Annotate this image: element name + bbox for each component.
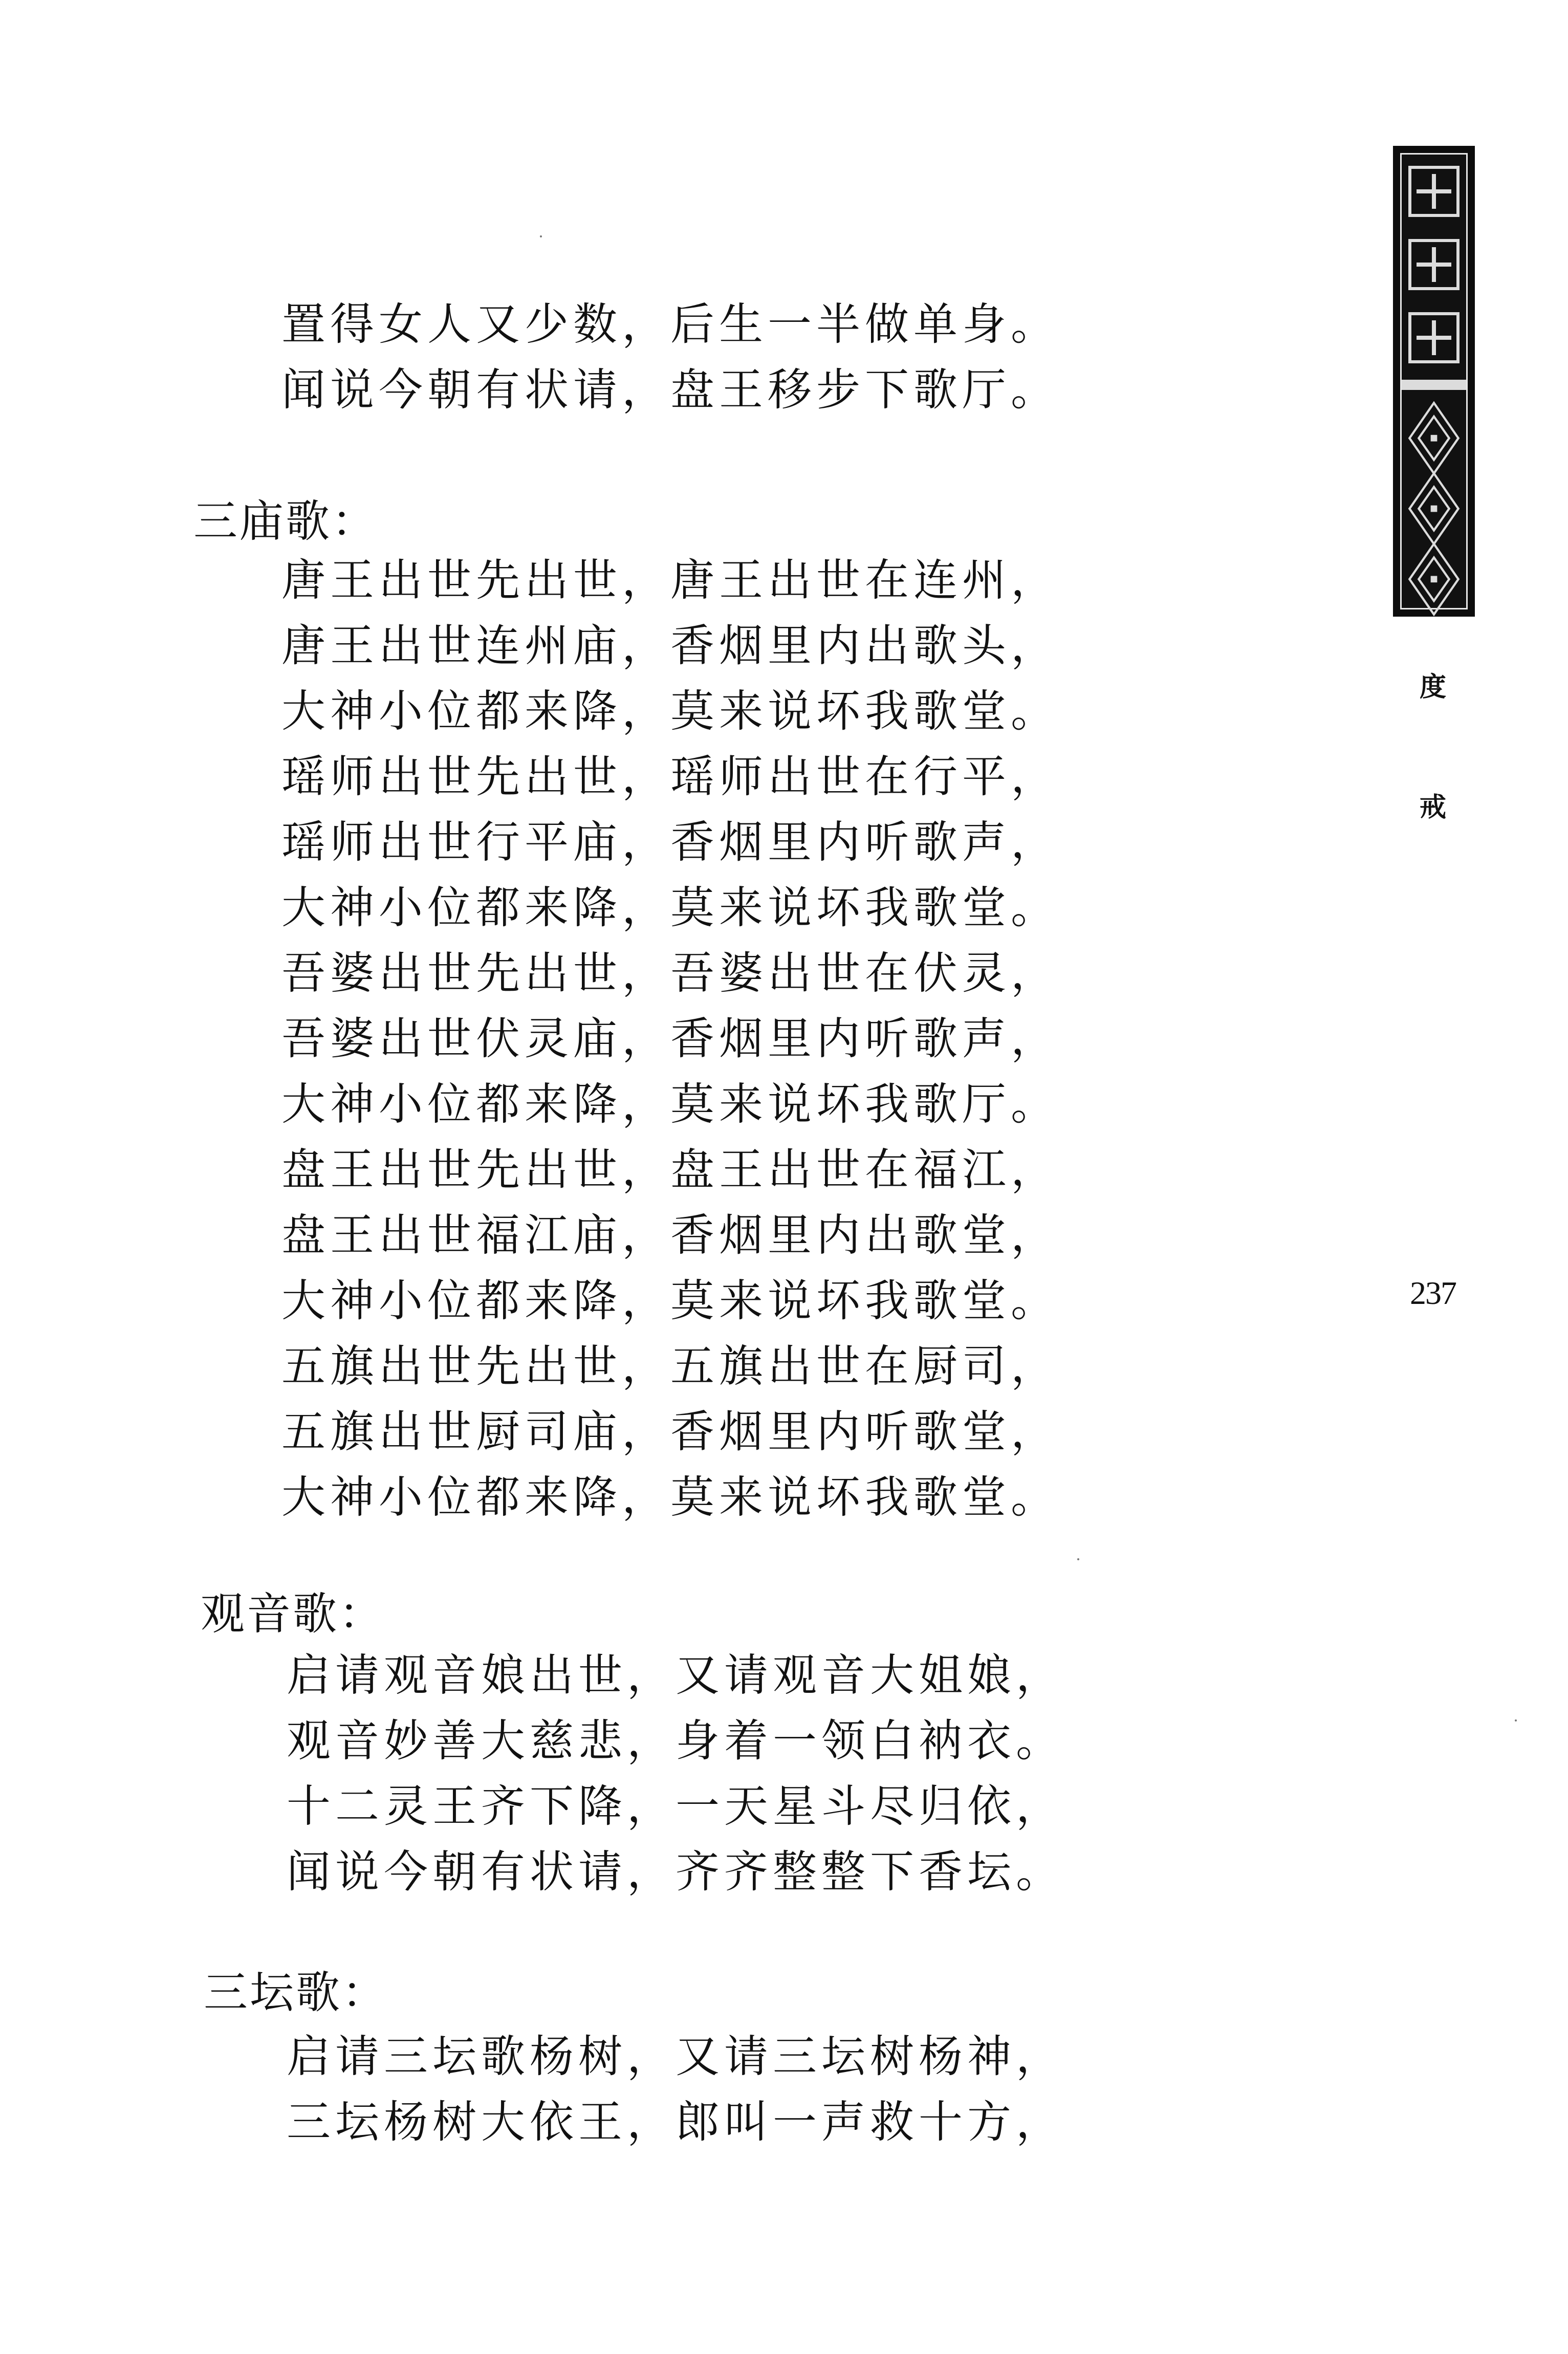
- section-verse-block: [281, 548, 1059, 1530]
- verse-line: 唐王出世先出世，唐王出世在连州，: [281, 555, 1059, 606]
- verse-line: 五旗出世厨司庙，香烟里内听歌堂，: [281, 1406, 1059, 1457]
- verse-line: 五旗出世先出世，五旗出世在厨司，: [281, 1341, 1059, 1392]
- section-heading: 三坛歌：: [204, 1967, 388, 2018]
- verse-line: 吾婆出世伏灵庙，香烟里内听歌声，: [281, 1013, 1059, 1064]
- scan-speck: [1515, 1719, 1517, 1721]
- scan-speck: [540, 235, 542, 237]
- intro-verse-block: [281, 292, 1059, 423]
- verse-line: 大神小位都来降，莫来说坏我歌厅。: [281, 1079, 1059, 1130]
- verse-line: 三坛杨树大依王，郎叫一声救十方，: [287, 2097, 1064, 2148]
- section-heading: 三庙歌：: [193, 496, 378, 547]
- ornament-diamond-pattern-icon: [1407, 400, 1461, 617]
- verse-line: 大神小位都来降，莫来说坏我歌堂。: [281, 1472, 1059, 1523]
- verse-line: 观音妙善大慈悲，身着一领白衲衣。: [287, 1715, 1064, 1767]
- ornament-glyph-column: [1402, 155, 1466, 375]
- ornament-frame: [1400, 153, 1468, 609]
- page-number: 237: [1410, 1275, 1456, 1311]
- decorative-sidebar-ornament: [1393, 146, 1475, 617]
- ornament-divider: [1402, 380, 1466, 390]
- section-verse-block: [287, 2024, 1064, 2155]
- ornament-glyph-icon: [1408, 166, 1460, 217]
- verse-line: 唐王出世连州庙，香烟里内出歌头，: [281, 620, 1059, 671]
- verse-line: 大神小位都来降，莫来说坏我歌堂。: [281, 686, 1059, 737]
- verse-line: 盘王出世福江庙，香烟里内出歌堂，: [281, 1210, 1059, 1261]
- verse-line: 十二灵王齐下降，一天星斗尽归依，: [287, 1781, 1064, 1832]
- verse-line: 大神小位都来降，莫来说坏我歌堂。: [281, 882, 1059, 933]
- section-heading: 观音歌：: [201, 1588, 385, 1640]
- verse-line: 瑶师出世行平庙，香烟里内听歌声，: [281, 817, 1059, 868]
- verse-line: 瑶师出世先出世，瑶师出世在行平，: [281, 751, 1059, 802]
- verse-line: 置得女人又少数，后生一半做单身。: [281, 299, 1059, 350]
- side-title-char: 度: [1419, 671, 1446, 703]
- verse-line: 大神小位都来降，莫来说坏我歌堂。: [281, 1275, 1059, 1326]
- section-verse-block: [287, 1643, 1064, 1905]
- verse-line: 启请三坛歌杨树，又请三坛树杨神，: [287, 2031, 1064, 2082]
- verse-line: 启请观音娘出世，又请观音大姐娘，: [287, 1650, 1064, 1701]
- scan-speck: [1077, 1558, 1079, 1560]
- verse-line: 吾婆出世先出世，吾婆出世在伏灵，: [281, 948, 1059, 999]
- verse-line: 闻说今朝有状请，盘王移步下歌厅。: [281, 364, 1059, 416]
- side-title-char: 戒: [1419, 792, 1446, 823]
- ornament-glyph-icon: [1408, 239, 1460, 290]
- verse-line: 盘王出世先出世，盘王出世在福江，: [281, 1144, 1059, 1195]
- ornament-glyph-icon: [1408, 312, 1460, 363]
- verse-line: 闻说今朝有状请，齐齐整整下香坛。: [287, 1846, 1064, 1898]
